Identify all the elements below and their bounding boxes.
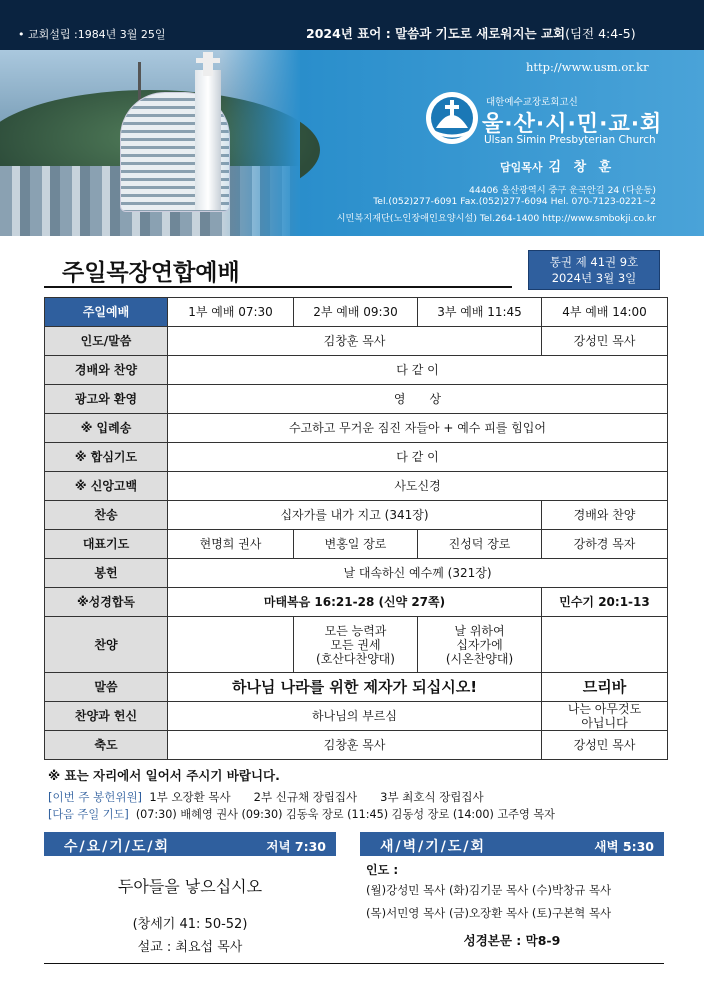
row-label: 축도 [45, 731, 168, 760]
anthem-line: 십자가에 [456, 637, 503, 652]
table-row [45, 673, 668, 702]
cell-value: 강성민 목사 [542, 731, 668, 760]
table-row [45, 530, 668, 559]
wednesday-prayer-time: 저녁 7:30 [266, 839, 326, 854]
anthem-choir-1 [294, 617, 418, 673]
row-label: 경배와 찬양 [45, 356, 168, 385]
table-row [45, 356, 668, 385]
row-label: 인도/말씀 [45, 327, 168, 356]
table-row [45, 327, 668, 356]
cell-value: 강성민 목사 [542, 327, 668, 356]
church-contact: Tel.(052)277-6091 Fax.(052)277-6094 Hel. 070-7123-0221~2 [373, 196, 656, 207]
row-label: 찬양 [45, 617, 168, 673]
row-label: 봉헌 [45, 559, 168, 588]
row-label: 찬양과 헌신 [45, 702, 168, 731]
church-logo-icon [424, 90, 480, 146]
next-prayer-tag: [다음 주일 기도] [48, 808, 129, 821]
cell-value: 마태복음 16:21-28 (신약 27쪽) [168, 588, 542, 617]
wednesday-sermon-title: 두아들을 낳으십시오 [117, 877, 263, 896]
anthem-choir-2 [418, 617, 542, 673]
cell-value: 현명희 권사 [168, 530, 294, 559]
anthem-line: 모든 권세 [330, 637, 381, 652]
dawn-prayer-header [360, 832, 664, 856]
row-label: 말씀 [45, 673, 168, 702]
motto-reference: (딤전 4:4-5) [565, 26, 636, 41]
cell-value: 수고하고 무거운 짐진 자들아 + 예수 피를 힘입어 [168, 414, 668, 443]
welfare-foundation: 시민복지재단(노인장애인요양시설) Tel.264-1400 http://www.smbokji.co.kr [336, 213, 656, 224]
cell-value [168, 617, 294, 673]
cell-value: 하나님의 부르심 [168, 702, 542, 731]
wednesday-speaker: 설교 : 최요섭 목사 [137, 940, 243, 955]
title-underline [44, 286, 512, 288]
cell-value: 경배와 찬양 [542, 501, 668, 530]
sermon-title-4: 므리바 [542, 673, 668, 702]
church-name-korean: 울·산·시·민·교·회 [482, 112, 663, 137]
bulletin-title: 주일목장연합예배 [62, 260, 240, 286]
church-name-english: Ulsan Simin Presbyterian Church [484, 134, 656, 146]
offering-committee-tag: [이번 주 봉헌위원] [48, 790, 143, 804]
pastor-name: 김 창 훈 [548, 160, 616, 175]
service-time: 1부 예배 07:30 [168, 298, 294, 327]
table-row [45, 298, 668, 327]
stand-note: ※ 표는 자리에서 일어서 주시기 바랍니다. [48, 768, 280, 783]
anthem-line: 모든 능력과 [324, 623, 387, 638]
wednesday-prayer-header [44, 832, 336, 856]
pastor-label: 담임목사 [500, 161, 543, 174]
church-address: 44406 울산광역시 중구 운곡안길 24 (다운동) [469, 185, 656, 196]
row-label: 광고와 환영 [45, 385, 168, 414]
response-line: 아닙니다 [581, 716, 628, 730]
response-line: 나는 아무것도 [567, 702, 642, 716]
dawn-scripture: 성경본문 : 막8-9 [463, 933, 561, 948]
cell-value [542, 617, 668, 673]
table-row [45, 588, 668, 617]
bottom-divider [44, 963, 664, 964]
service-time: 4부 예배 14:00 [542, 298, 668, 327]
offering-committee [48, 789, 484, 805]
table-row [45, 414, 668, 443]
offering-committee-list: 1부 오장환 목사 2부 신규채 장립집사 3부 최호식 장립집사 [149, 790, 484, 804]
table-row [45, 617, 668, 673]
cell-value: 강하경 목자 [542, 530, 668, 559]
anthem-line: (호산다찬양대) [316, 651, 395, 666]
dawn-leader-label: 인도 : [366, 863, 399, 877]
table-row [45, 559, 668, 588]
yearly-motto [306, 24, 636, 42]
cell-value: 김창훈 목사 [168, 731, 542, 760]
row-label: 찬송 [45, 501, 168, 530]
cell-value: 영 상 [168, 385, 668, 414]
issue-number: 통권 제 41권 9호 [549, 255, 639, 269]
anthem-line: (시온찬양대) [445, 651, 514, 666]
table-row [45, 731, 668, 760]
table-row [45, 702, 668, 731]
cell-value: 사도신경 [168, 472, 668, 501]
row-label: ※ 합심기도 [45, 443, 168, 472]
motto-text: 2024년 표어 : 말씀과 기도로 새로워지는 교회 [306, 26, 566, 41]
next-prayer [48, 806, 555, 822]
cell-value: 십자가를 내가 지고 (341장) [168, 501, 542, 530]
row-label: ※성경합독 [45, 588, 168, 617]
wednesday-prayer-name: 수/요/기/도/회 [64, 839, 171, 855]
senior-pastor [500, 156, 615, 175]
cell-value [542, 702, 668, 731]
sermon-title: 하나님 나라를 위한 제자가 되십시오! [168, 673, 542, 702]
header-banner [0, 50, 704, 236]
order-of-service-table [44, 297, 668, 760]
dawn-leaders-row: (목)서민영 목사 (금)오장환 목사 (토)구본혁 목사 [366, 906, 612, 920]
next-prayer-list: (07:30) 배혜영 권사 (09:30) 김동욱 장로 (11:45) 김동성 장로 (14:00) 고주영 목자 [135, 808, 555, 821]
denomination: 대한예수교장로회고신 [486, 97, 578, 108]
service-time: 3부 예배 11:45 [418, 298, 542, 327]
table-row [45, 472, 668, 501]
dawn-prayer-time: 새벽 5:30 [594, 839, 654, 854]
cell-value: 민수기 20:1-13 [542, 588, 668, 617]
cell-value: 날 대속하신 예수께 (321장) [168, 559, 668, 588]
established-date: • 교회설립 :1984년 3월 25일 [18, 28, 166, 41]
top-bar [0, 0, 704, 50]
table-row [45, 385, 668, 414]
row-label: ※ 신앙고백 [45, 472, 168, 501]
cell-value: 다 같 이 [168, 443, 668, 472]
church-building-photo [0, 50, 300, 236]
row-label: ※ 입례송 [45, 414, 168, 443]
issue-date: 2024년 3월 3일 [551, 271, 637, 285]
website-url[interactable]: http://www.usm.or.kr [526, 60, 649, 74]
service-time: 2부 예배 09:30 [294, 298, 418, 327]
issue-badge [528, 250, 660, 290]
anthem-line: 날 위하여 [454, 623, 505, 638]
dawn-leaders-row: (월)강성민 목사 (화)김기문 목사 (수)박창규 목사 [366, 883, 612, 897]
cell-value: 다 같 이 [168, 356, 668, 385]
cell-value: 진성덕 장로 [418, 530, 542, 559]
service-label: 주일예배 [45, 298, 168, 327]
table-row [45, 443, 668, 472]
table-row [45, 501, 668, 530]
row-label: 대표기도 [45, 530, 168, 559]
dawn-prayer-name: 새/벽/기/도/회 [380, 839, 487, 855]
wednesday-scripture: (창세기 41: 50-52) [132, 917, 248, 932]
cell-value: 김창훈 목사 [168, 327, 542, 356]
cell-value: 변홍일 장로 [294, 530, 418, 559]
